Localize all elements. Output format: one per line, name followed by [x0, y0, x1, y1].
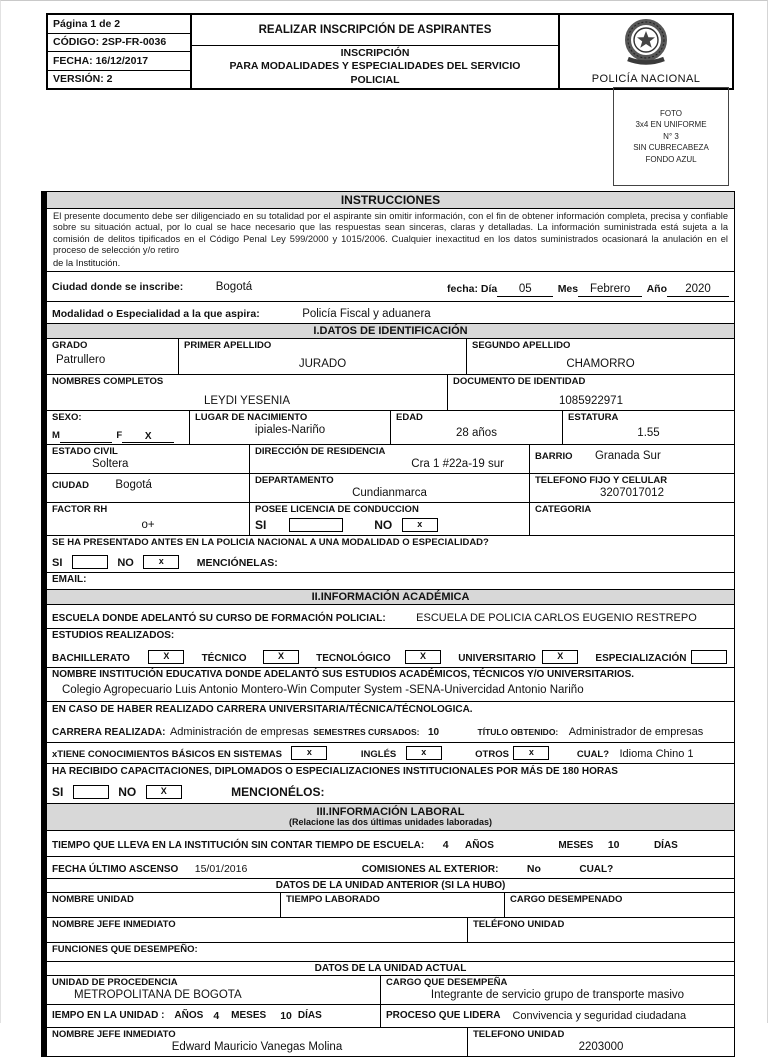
capacitaciones-row — [47, 764, 734, 804]
dias-label: DÍAS — [653, 839, 678, 851]
form-date: FECHA: 16/12/2017 — [48, 52, 190, 71]
comisiones-value: No — [526, 862, 541, 875]
licencia-si-label: SI — [255, 518, 267, 533]
carrera-header-label: EN CASO DE HABER REALIZADO CARRERA UNIVERSITARIA/TÉCNICA/TÉCNOLOGICA. — [52, 703, 473, 715]
tiempo-laborado-label: TIEMPO LABORADO — [286, 894, 380, 906]
sexo-f-label: F — [116, 430, 123, 442]
bachillerato-label: BACHILLERATO — [52, 652, 130, 664]
estudios-realizados-row — [47, 629, 734, 668]
photo-line3: N° 3 — [663, 131, 679, 141]
licencia-no-checkbox: x — [402, 518, 438, 532]
ciudad-label: CIUDAD — [52, 479, 89, 491]
jefe-inmediato-label: NOMBRE JEFE INMEDIATO — [52, 919, 176, 931]
grado-value: Patrullero — [56, 354, 106, 367]
estatura-label: ESTATURA — [568, 412, 619, 424]
escuela-label: ESCUELA DONDE ADELANTÓ SU CURSO DE FORMACIÓN POLICIAL: — [52, 612, 386, 624]
cual-value: Idioma Chino 1 — [619, 748, 694, 761]
page-number: Página 1 de 2 — [48, 15, 190, 34]
carrera-row — [47, 702, 734, 744]
departamento-value: Cundianmarca — [352, 486, 427, 499]
tiempo-unidad-row — [47, 1005, 734, 1028]
estado-direccion-row — [47, 445, 734, 474]
documento-label: DOCUMENTO DE IDENTIDAD — [453, 376, 586, 388]
nacimiento-value: ipiales-Nariño — [254, 424, 326, 437]
titulo-value: Administrador de empresas — [568, 726, 704, 739]
tu-meses-label: MESES — [231, 1010, 267, 1022]
tecnico-label: TÉCNICO — [201, 652, 247, 664]
tecnico-checkbox: X — [263, 650, 299, 664]
capacitaciones-si-checkbox — [73, 785, 109, 799]
telefono-value: 3207017012 — [600, 486, 664, 499]
anos-label: AÑOS — [464, 839, 494, 851]
tiempo-label: TIEMPO QUE LLEVA EN LA INSTITUCIÓN SIN CONTAR TIEMPO DE ESCUELA: — [52, 839, 425, 851]
otros-checkbox: x — [513, 746, 549, 760]
form-code: CÓDIGO: 2SP-FR-0036 — [48, 34, 190, 53]
fecha-mes-label: Mes — [557, 282, 579, 295]
form-title: REALIZAR INSCRIPCIÓN DE ASPIRANTES — [192, 15, 558, 46]
escuela-row — [47, 605, 734, 629]
org-name: POLICÍA NACIONAL — [591, 73, 701, 85]
photo-line4: SIN CUBRECABEZA — [633, 143, 709, 153]
fecha-ano-label: Año — [646, 282, 667, 295]
capacitaciones-si-label: SI — [52, 784, 64, 799]
procedencia-row — [47, 976, 734, 1005]
email-label: EMAIL: — [52, 574, 87, 586]
direccion-value: Cra 1 #22a-19 sur — [411, 458, 504, 471]
section-2-header: II.INFORMACIÓN ACADÉMICA — [47, 590, 734, 605]
section-1-header: I.DATOS DE IDENTIFICACIÓN — [47, 324, 734, 339]
section-3-title: III.INFORMACIÓN LABORAL — [316, 805, 465, 818]
tiempo-unidad-label: IEMPO EN LA UNIDAD : — [52, 1010, 165, 1022]
carrera-realizada-label: CARRERA REALIZADA: — [52, 727, 166, 739]
ascenso-label: FECHA ÚLTIMO ASCENSO — [52, 863, 179, 875]
header-meta-column — [48, 15, 192, 88]
factor-licencia-row — [47, 503, 734, 537]
presentado-label: SE HA PRESENTADO ANTES EN LA POLICIA NACIONAL A UNA MODALIDAD O ESPECIALIDAD? — [52, 537, 489, 549]
section-3-subtitle: (Relacione las dos últimas unidades laboradas) — [288, 817, 493, 828]
modality-label: Modalidad o Especialidad a la que aspira: — [52, 307, 260, 320]
ciudad-value: Bogotá — [115, 478, 152, 491]
cargo-desempena-value: Integrante de servicio grupo de transporte masivo — [430, 989, 685, 1002]
tu-dias-label: DÍAS — [297, 1010, 322, 1022]
jefe-actual-row — [47, 1028, 734, 1056]
presentado-no-label: NO — [117, 557, 134, 570]
nombre-unidad-label: NOMBRE UNIDAD — [52, 894, 134, 906]
sistemas-row — [47, 743, 734, 764]
universitario-label: UNIVERSITARIO — [458, 652, 536, 664]
estado-civil-label: ESTADO CIVIL — [52, 446, 118, 458]
ultimo-ascenso-row — [47, 857, 734, 879]
form-version: VERSIÓN: 2 — [53, 73, 113, 86]
cargo-desempena-label: CARGO QUE DESEMPEÑA — [386, 977, 508, 989]
carrera-realizada-value: Administración de empresas — [169, 726, 309, 739]
sexo-m-value — [60, 442, 112, 443]
titulo-label: TÍTULO OBTENIDO: — [477, 727, 559, 738]
unidad-anterior-header: DATOS DE LA UNIDAD ANTERIOR (SI LA HUBO) — [47, 879, 734, 893]
estado-civil-value: Soltera — [92, 458, 129, 471]
meses-label: MESES — [558, 839, 594, 851]
modality-value: Policía Fiscal y aduanera — [302, 307, 431, 320]
licencia-si-checkbox — [289, 518, 343, 532]
form-subtitle-line1: INSCRIPCIÓN — [340, 46, 410, 59]
tu-anos-value: 4 — [213, 1009, 220, 1022]
edad-value: 28 años — [456, 427, 497, 440]
departamento-label: DEPARTAMENTO — [255, 474, 334, 486]
ciudad-departamento-row — [47, 474, 734, 503]
presentado-si-checkbox — [72, 555, 108, 569]
comisiones-cual-label: CUAL? — [579, 863, 614, 875]
form-subtitle-line3: POLICIAL — [350, 73, 400, 86]
proceso-lidera-value: Convivencia y seguridad ciudadana — [512, 1009, 687, 1022]
jefe-actual-value: Edward Mauricio Vanegas Molina — [171, 1040, 343, 1053]
estudios-label: ESTUDIOS REALIZADOS: — [52, 630, 175, 642]
tecnologico-label: TECNOLÓGICO — [316, 652, 391, 664]
instructions-text-line2: de la Institución. — [53, 258, 121, 269]
tiempo-anos-value: 4 — [442, 838, 449, 851]
tiempo-institucion-row — [47, 831, 734, 857]
cargo-desempenado-label: CARGO DESEMPENADO — [510, 894, 623, 906]
instructions-row — [47, 209, 734, 272]
mencionelos-label: MENCIONÉLOS: — [231, 784, 325, 799]
licencia-label: POSEE LICENCIA DE CONDUCCION — [255, 503, 419, 515]
unidad-anterior-row — [47, 893, 734, 918]
nombres-documento-row — [47, 375, 734, 411]
ingles-label: INGLÉS — [360, 749, 397, 761]
instructions-text: El presente documento debe ser diligenciado en su totalidad por el aspirante sin omitir información, con el fin de obtener información completa, precisa y confiable sobre su situación actual, por lo cual se hace necesario que las respuestas sean sinceras, claras y detalladas. La información suministrada está sujeta a la comisión de delitos tipificados en el Código Penal Ley 599/2000 y 1015/2006. Cualquier inexactitud en los datos suministrados ocasionará la anulación en el proceso de selección y/o retiro — [53, 211, 728, 255]
form-subtitle-line2: PARA MODALIDADES Y ESPECIALIDADES DEL SERVICIO — [229, 60, 521, 73]
section-3-header — [47, 804, 734, 832]
segundo-apellido-value: CHAMORRO — [566, 358, 635, 371]
escuela-value: ESCUELA DE POLICIA CARLOS EUGENIO RESTREPO — [416, 611, 697, 624]
nombres-label: NOMBRES COMPLETOS — [52, 376, 164, 388]
unidad-procedencia-value: METROPOLITANA DE BOGOTA — [74, 989, 242, 1002]
segundo-apellido-label: SEGUNDO APELLIDO — [472, 340, 571, 352]
primer-apellido-value: JURADO — [298, 358, 347, 371]
presentado-no-checkbox: x — [143, 555, 179, 569]
nacimiento-label: LUGAR DE NACIMIENTO — [195, 412, 308, 424]
factor-rh-label: FACTOR RH — [52, 503, 108, 515]
header-logo-column — [560, 15, 732, 88]
header-title-column — [192, 15, 560, 88]
capacitaciones-no-checkbox: X — [146, 785, 182, 799]
fecha-ano-value: 2020 — [667, 283, 729, 297]
modality-row — [47, 302, 734, 324]
categoria-label: CATEGORIA — [535, 503, 592, 515]
ingles-checkbox: x — [406, 746, 442, 760]
telefono-actual-value: 2203000 — [578, 1040, 624, 1053]
photo-line1: FOTO — [659, 108, 683, 118]
cual-label: CUAL? — [576, 749, 610, 761]
ascenso-value: 15/01/2016 — [194, 862, 248, 875]
especializacion-checkbox — [691, 650, 727, 664]
fecha-label: fecha: Día — [447, 282, 498, 295]
telefono-label: TELEFONO FIJO Y CELULAR — [535, 474, 668, 486]
sexo-f-value: X — [122, 431, 174, 443]
barrio-label: BARRIO — [535, 451, 573, 463]
form-body-table — [41, 191, 735, 1057]
city-value: Bogotá — [215, 280, 253, 293]
sexo-label: SEXO: — [52, 412, 82, 424]
otros-label: OTROS — [475, 749, 509, 761]
policia-nacional-emblem-icon — [620, 17, 672, 72]
photo-placeholder-box — [613, 87, 729, 186]
form-subtitle — [192, 46, 558, 88]
especializacion-label: ESPECIALIZACIÓN — [595, 652, 687, 664]
capacitaciones-label: HA RECIBIDO CAPACITACIONES, DIPLOMADOS O ESPECIALIZACIONES INSTITUCIONALES POR MÁS DE 180 HORAS — [52, 766, 618, 778]
universitario-checkbox: X — [542, 650, 578, 664]
sistemas-checkbox: x — [291, 746, 327, 760]
sistemas-label: xTIENE CONOCIMIENTOS BÁSICOS EN SISTEMAS — [52, 749, 282, 761]
form-header — [46, 13, 734, 90]
tu-anos-label: AÑOS — [174, 1010, 204, 1022]
funciones-row — [47, 943, 734, 962]
photo-line5: FONDO AZUL — [645, 154, 697, 164]
jefe-actual-label: NOMBRE JEFE INMEDIATO — [52, 1028, 176, 1040]
edad-label: EDAD — [396, 412, 423, 424]
institucion-value: Colegio Agropecuario Luis Antonio Montero-Win Computer System -SENA-Univercidad Antonio Nariño — [62, 684, 584, 697]
licencia-no-label: NO — [374, 518, 393, 533]
institucion-row — [47, 668, 734, 702]
instructions-section-header: INSTRUCCIONES — [47, 192, 734, 209]
fecha-mes-value: Febrero — [578, 283, 642, 297]
mencionelas-label: MENCIÓNELAS: — [196, 557, 278, 570]
institucion-label: NOMBRE INSTITUCIÓN EDUCATIVA DONDE ADELANTÓ SUS ESTUDIOS ACADÉMICOS, TÉCNICOS Y/O UNIVERSITARIOS. — [52, 668, 635, 680]
estatura-value: 1.55 — [637, 427, 660, 440]
fecha-dia-value: 05 — [497, 283, 553, 297]
unidad-procedencia-label: UNIDAD DE PROCEDENCIA — [52, 977, 178, 989]
capacitaciones-no-label: NO — [118, 784, 137, 799]
nombres-value: LEYDI YESENIA — [203, 395, 291, 408]
jefe-anterior-row — [47, 918, 734, 943]
photo-line2: 3x4 EN UNIFORME — [635, 120, 707, 130]
tu-meses-value: 10 — [280, 1009, 292, 1022]
bachillerato-checkbox: X — [148, 650, 184, 664]
grado-apellidos-row — [47, 339, 734, 375]
city-label: Ciudad donde se inscribe: — [52, 280, 184, 293]
grado-label: GRADO — [52, 340, 88, 352]
factor-rh-value: o+ — [141, 519, 155, 532]
direccion-label: DIRECCIÓN DE RESIDENCIA — [255, 446, 386, 458]
email-row — [47, 573, 734, 590]
barrio-value: Granada Sur — [594, 450, 661, 463]
unidad-actual-header: DATOS DE LA UNIDAD ACTUAL — [47, 962, 734, 976]
comisiones-label: COMISIONES AL EXTERIOR: — [361, 863, 499, 875]
sexo-m-label: M — [52, 430, 60, 442]
presentado-si-label: SI — [52, 557, 63, 570]
semestres-label: SEMESTRES CURSADOS: — [313, 727, 420, 738]
city-date-row — [47, 272, 734, 302]
tiempo-meses-value: 10 — [607, 838, 620, 851]
semestres-value: 10 — [427, 727, 440, 739]
primer-apellido-label: PRIMER APELLIDO — [184, 340, 272, 352]
sexo-nacimiento-row — [47, 411, 734, 445]
presentado-antes-row — [47, 536, 734, 573]
tecnologico-checkbox: X — [405, 650, 441, 664]
proceso-lidera-label: PROCESO QUE LIDERA — [386, 1010, 501, 1022]
funciones-label: FUNCIONES QUE DESEMPEÑO: — [52, 944, 198, 956]
telefono-unidad-label: TELÉFONO UNIDAD — [473, 919, 565, 931]
documento-value: 1085922971 — [559, 395, 623, 408]
telefono-actual-label: TELEFONO UNIDAD — [473, 1028, 565, 1040]
